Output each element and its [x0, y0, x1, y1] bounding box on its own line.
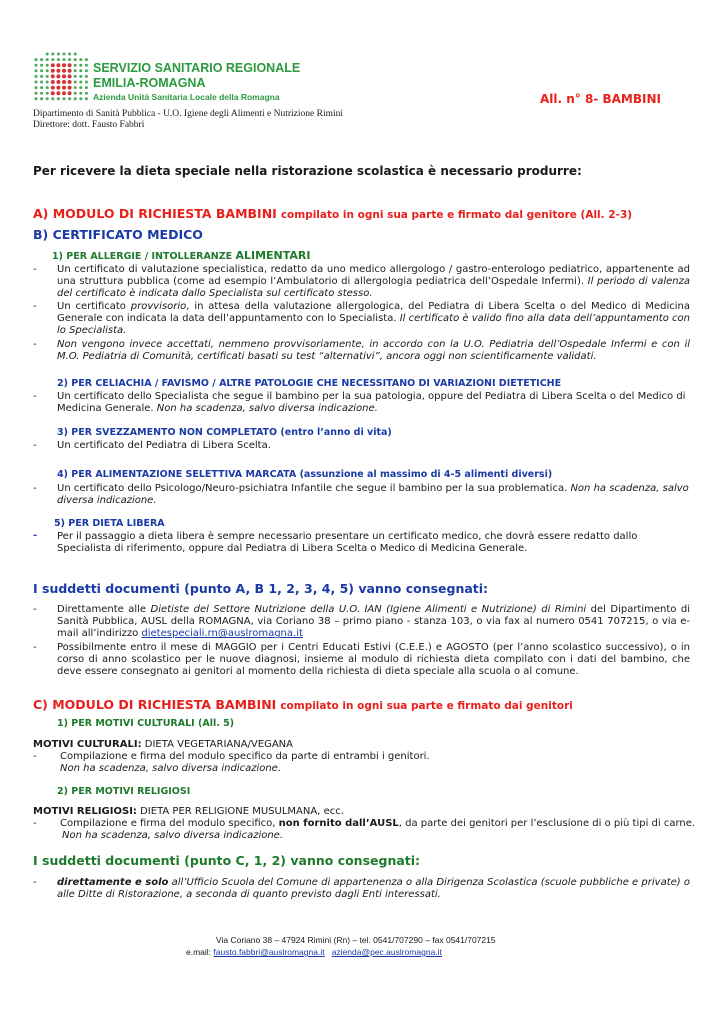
logo-dot: [35, 92, 38, 95]
b4-title: 4) PER ALIMENTAZIONE SELETTIVA MARCATA (assunzione al massimo di 4-5 alimenti diversi): [57, 469, 553, 480]
c1-title: 1) PER MOTIVI CULTURALI (All. 5): [57, 718, 235, 729]
bullet-dash: -: [33, 264, 37, 275]
logo-dot: [46, 64, 49, 67]
b1-title-b: ALIMENTARI: [235, 249, 311, 262]
b1-title-a: 1) PER ALLERGIE / INTOLLERANZE: [52, 251, 236, 262]
logo-dot: [35, 69, 38, 72]
c1-item-1: Compilazione e firma del modulo specifico da parte di entrambi i genitori.: [60, 751, 430, 762]
b2-title: 2) PER CELIACHIA / FAVISMO / ALTRE PATOLOGIE CHE NECESSITANO DI VARIAZIONI DIETETICHE: [57, 378, 562, 389]
logo-dot: [79, 86, 82, 89]
logo-line-2: EMILIA-ROMAGNA: [93, 76, 206, 90]
b1-item-1: [57, 264, 690, 301]
logo-dot: [62, 63, 66, 67]
b1-item-2: [57, 301, 690, 338]
b1-item-1-text: Un certificato di valutazione specialistica, redatto da uno medico allergologo / gastro-enterologo pediatrico, appartenente ad una struttura pubblica (come ad esempio l’Ambulatorio di allergologia pediatrica dell’Ospedale Infermi).: [57, 264, 690, 288]
logo-dot: [35, 75, 38, 78]
footer-address: Via Coriano 38 – 47924 Rimini (Rn) – tel. 0541/707290 – fax 0541/707215: [216, 935, 496, 945]
delivery-1-item-1: [57, 604, 690, 641]
b4-item-1-text: Un certificato dello Psicologo/Neuro-psichiatra Infantile che segue il bambino per la sua problematica.: [57, 483, 568, 494]
logo-dot: [40, 69, 43, 72]
delivery-2-title: I suddetti documenti (punto C, 1, 2) vanno consegnati:: [33, 853, 421, 868]
footer-email-link-2[interactable]: azienda@pec.auslromagna.it: [331, 947, 442, 957]
logo-dot: [85, 86, 88, 89]
logo-dot: [74, 53, 77, 56]
c1-item-1-italic: Non ha scadenza, salvo diversa indicazione.: [60, 763, 282, 774]
logo-dot: [63, 58, 66, 61]
logo-dot: [63, 53, 66, 56]
section-a-title: A) MODULO DI RICHIESTA BAMBINI: [33, 206, 277, 221]
b2-item-1: [57, 391, 690, 415]
logo-dot: [40, 97, 43, 100]
logo-dot: [51, 97, 54, 100]
footer-email-link-1[interactable]: fausto.fabbri@auslromagna.it: [213, 947, 325, 957]
logo-line-1: SERVIZIO SANITARIO REGIONALE: [93, 61, 301, 75]
dietitians-email-link[interactable]: dietespeciali.rn@auslromagna.it: [141, 628, 303, 640]
b1-item-2-b: provvisorio: [130, 301, 187, 312]
logo-dot: [57, 53, 60, 56]
logo-dot: [68, 74, 72, 78]
b3-title: 3) PER SVEZZAMENTO NON COMPLETATO (entro l’anno di vita): [57, 427, 392, 438]
b2-item-1-italic: Non ha scadenza, salvo diversa indicazione.: [156, 403, 378, 415]
b3-item-1: Un certificato del Pediatra di Libera Scelta.: [57, 440, 271, 451]
bullet-dash: -: [33, 642, 37, 653]
logo-dot: [74, 81, 77, 84]
logo-dot: [74, 58, 77, 61]
c2-item-1-a: Compilazione e firma del modulo specifico,: [60, 818, 276, 829]
logo-dot: [40, 92, 43, 95]
b1-item-3: Non vengono invece accettati, nemmeno provvisoriamente, in accordo con la U.O. Pediatria dell’Ospedale Infermi e con il M.O. Pediatria di Comunità, certificati basati su test “alternativi”, ancora oggi non scientificamente validati.: [57, 339, 690, 363]
logo-dot: [79, 97, 82, 100]
section-a-heading: [33, 206, 632, 221]
logo-dot: [62, 69, 66, 73]
c2-motive-label: MOTIVI RELIGIOSI:: [33, 806, 137, 817]
b4-item-1-italic: Non ha scadenza, salvo diversa indicazione.: [57, 483, 689, 507]
b1-item-2-c: , in attesa della valutazione allergologica, del Pediatra di Libera Scelta o del Medico di Medicina Generale con indicata la data dell’appuntamento con lo Specialista.: [57, 301, 690, 325]
logo-dot: [68, 97, 71, 100]
logo-dot: [62, 74, 66, 78]
logo-dot: [62, 91, 66, 95]
section-c-title: C) MODULO DI RICHIESTA BAMBINI: [33, 697, 277, 712]
logo-dot: [74, 97, 77, 100]
logo-dot: [35, 64, 38, 67]
logo-dot: [51, 91, 55, 95]
c2-item-1-b: non fornito dall’AUSL: [278, 818, 399, 829]
logo-dot: [56, 86, 60, 90]
bullet-dash: -: [33, 818, 37, 829]
b4-item-1: [57, 483, 690, 507]
logo-dot: [51, 58, 54, 61]
logo-dot: [74, 64, 77, 67]
bullet-dash: -: [33, 339, 37, 350]
c1-motive-label: MOTIVI CULTURALI:: [33, 739, 142, 750]
logo-dot: [51, 63, 55, 67]
logo-dot: [68, 91, 72, 95]
b1-item-1-italic: Il periodo di valenza del certificato è indicata dallo Specialista sul certificato stesso.: [57, 276, 690, 300]
logo-dot: [56, 63, 60, 67]
attachment-label: All. n° 8- BAMBINI: [540, 92, 661, 106]
section-c-subtitle: compilato in ogni sua parte e firmato dai genitori: [280, 700, 573, 712]
b1-title: [52, 249, 310, 262]
bullet-dash: -: [33, 877, 37, 888]
logo-dot: [85, 75, 88, 78]
logo-dot: [40, 86, 43, 89]
logo-dot: [46, 81, 49, 84]
logo-dot: [79, 75, 82, 78]
logo-dot: [51, 74, 55, 78]
logo-dot: [85, 64, 88, 67]
logo-dot: [79, 81, 82, 84]
logo-dot: [35, 86, 38, 89]
logo-dot: [51, 80, 55, 84]
logo-dot: [46, 97, 49, 100]
logo-dot: [46, 69, 49, 72]
bullet-dash: -: [33, 604, 37, 615]
delivery-2-item-1: [57, 877, 690, 901]
logo-dot: [74, 69, 77, 72]
delivery-1-item-1-b: Dietiste del Settore Nutrizione della U.O. IAN (Igiene Alimenti e Nutrizione) di Rimini: [150, 604, 587, 615]
logo-dot: [40, 81, 43, 84]
section-a-subtitle: compilato in ogni sua parte e firmato dal genitore (All. 2-3): [280, 209, 633, 221]
section-b-title: B) CERTIFICATO MEDICO: [33, 227, 203, 242]
c2-motive-value: DIETA PER RELIGIONE MUSULMANA, ecc.: [140, 806, 344, 817]
logo-dot: [40, 58, 43, 61]
intro-heading: Per ricevere la dieta speciale nella ristorazione scolastica è necessario produrre:: [33, 164, 582, 178]
logo-dot: [79, 58, 82, 61]
bullet-dash: -: [33, 440, 37, 451]
logo-dot: [63, 97, 66, 100]
logo-dot: [56, 69, 60, 73]
c2-motive: [33, 806, 344, 817]
logo-dot: [46, 75, 49, 78]
logo-dot: [40, 64, 43, 67]
b5-title: 5) PER DIETA LIBERA: [54, 518, 165, 529]
delivery-1-item-1-a: Direttamente alle: [57, 604, 147, 615]
b1-item-2-italic: Il certificato è valido fino alla data dell’appuntamento con lo Specialista.: [57, 313, 690, 337]
logo-dot: [56, 91, 60, 95]
logo-dot: [35, 97, 38, 100]
logo-dot: [85, 92, 88, 95]
b5-item-1: Per il passaggio a dieta libera è sempre necessario presentare un certificato medico, che dovrà essere redatto dallo Specialista di riferimento, oppure dal Pediatra di Libera Scelta o Medico di Medicina Generale.: [57, 531, 638, 555]
bullet-dash: -: [33, 391, 37, 402]
logo-line-3: Azienda Unità Sanitaria Locale della Romagna: [93, 92, 280, 102]
logo-dot: [35, 58, 38, 61]
section-c-heading: [33, 697, 573, 712]
logo-dot: [74, 86, 77, 89]
logo-dot: [62, 80, 66, 84]
b1-item-2-a: Un certificato: [57, 301, 126, 312]
logo-dot: [85, 69, 88, 72]
c2-item-1-c: , da parte dei genitori per l’esclusione di o più tipi di carne.: [398, 818, 696, 829]
logo-dot: [74, 92, 77, 95]
logo-dot: [57, 97, 60, 100]
delivery-2-item-1-b: all’Ufficio Scuola del Comune di appartenenza o alla Dirigenza Scolastica (scuole pubbliche e private) o alle Ditte di Ristorazione, a seconda di quanto previsto dagli Enti interessati.: [57, 877, 690, 901]
bullet-dash: -: [33, 483, 37, 494]
logo-dot: [57, 58, 60, 61]
logo-dot: [79, 69, 82, 72]
footer-email-label: e.mail:: [186, 947, 212, 957]
logo-dot: [68, 58, 71, 61]
delivery-2-item-1-a: direttamente e solo: [57, 877, 169, 888]
c2-item-1-italic: Non ha scadenza, salvo diversa indicazione.: [62, 830, 284, 841]
logo-dot: [51, 69, 55, 73]
logo-dot: [62, 86, 66, 90]
logo-dot: [68, 63, 72, 67]
delivery-1-item-1-c: del Dipartimento di Sanità Pubblica, AUSL della ROMAGNA, via Coriano 38 – primo piano - stanza 103, o via fax al numero 0541 707215, o via e-mail all’indirizzo: [57, 604, 690, 640]
logo-dot: [68, 53, 71, 56]
logo-dot: [51, 86, 55, 90]
logo-dot: [85, 58, 88, 61]
logo-dot: [51, 53, 54, 56]
logo-dot: [68, 69, 72, 73]
logo-dot: [56, 80, 60, 84]
logo-dot: [46, 86, 49, 89]
c1-motive-value: DIETA VEGETARIANA/VEGANA: [144, 739, 293, 750]
department-line: Dipartimento di Sanità Pubblica - U.O. Igiene degli Alimenti e Nutrizione Rimini: [33, 109, 344, 119]
logo-dot: [85, 81, 88, 84]
delivery-1-item-2: Possibilmente entro il mese di MAGGIO per i Centri Educati Estivi (C.E.E.) e AGOSTO (per l’anno scolastico successivo), o in corso di anno scolastico per le nuove diagnosi, insieme al modulo di richiesta dieta compilato con i dati del bambino, che deve essere consegnato ai genitori al momento della richiesta di dieta speciale alla scuola o al comune.: [57, 642, 690, 678]
logo-dot: [68, 80, 72, 84]
c1-motive: [33, 739, 293, 750]
logo-dot: [46, 58, 49, 61]
logo-dot: [79, 92, 82, 95]
logo-dot: [79, 64, 82, 67]
logo-dot: [46, 92, 49, 95]
footer-emails: [186, 947, 442, 957]
ausl-logo-mark: [33, 51, 91, 103]
logo-dot: [35, 81, 38, 84]
director-line: Direttore: dott. Fausto Fabbri: [33, 120, 145, 130]
bullet-dash: -: [33, 301, 37, 312]
logo-dot: [56, 74, 60, 78]
bullet-dash: -: [33, 751, 37, 762]
b2-item-1-text: Un certificato dello Specialista che segue il bambino per la sua patologia, oppure del Pediatra di Libera Scelta o del Medico di Medicina Generale.: [57, 391, 686, 415]
logo-dot: [40, 75, 43, 78]
logo-dot: [85, 97, 88, 100]
logo-dot: [68, 86, 72, 90]
delivery-1-title: I suddetti documenti (punto A, B 1, 2, 3, 4, 5) vanno consegnati:: [33, 581, 489, 596]
bullet-dash: -: [33, 530, 38, 541]
logo-dot: [46, 53, 49, 56]
c2-title: 2) PER MOTIVI RELIGIOSI: [57, 786, 191, 797]
c2-item-1: [60, 818, 695, 830]
logo-dot: [74, 75, 77, 78]
